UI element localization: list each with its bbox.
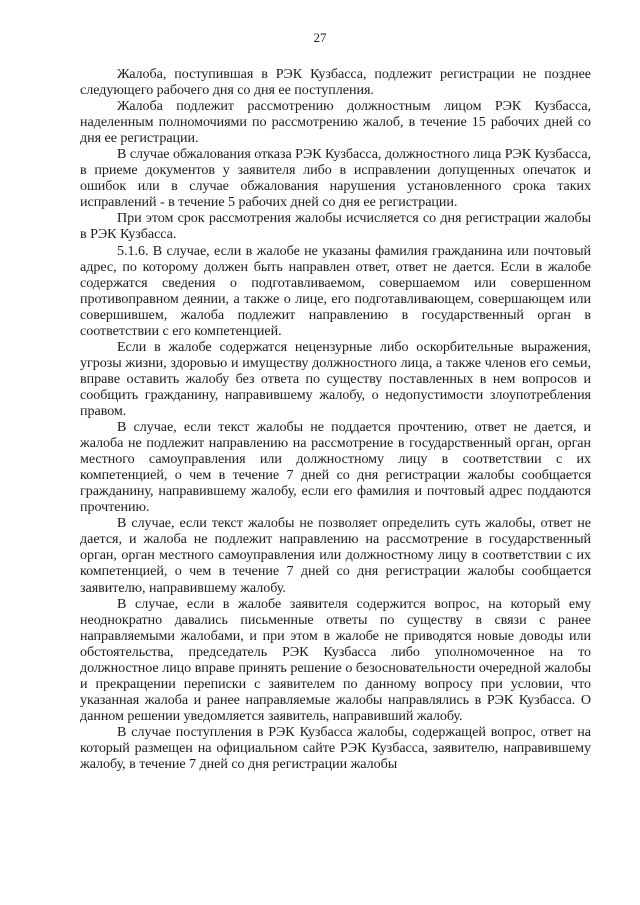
paragraph: При этом срок рассмотрения жалобы исчисляется со дня регистрации жалобы в РЭК Кузбасса.: [80, 210, 591, 243]
paragraph: В случае, если в жалобе заявителя содержится вопрос, на который ему неоднократно давались письменные ответы по существу в связи с ранее направляемыми жалобами, и при этом в жалобе не приводятся новые доводы или обстоятельства, председатель РЭК Кузбасса либо уполномоченное на то должностное лицо вправе принять решение о безосновательности очередной жалобы и прекращении переписки с заявителем по данному вопросу при условии, что указанная жалоба и ранее направляемые жалобы направлялись в РЭК Кузбасса. О данном решении уведомляется заявитель, направивший жалобу.: [80, 595, 591, 724]
page-number: 27: [313, 30, 327, 45]
paragraph: Если в жалобе содержатся нецензурные либо оскорбительные выражения, угрозы жизни, здоровью и имуществу должностного лица, а также членов его семьи, вправе оставить жалобу без ответа по существу поставленных в нем вопросов и сообщить гражданину, направившему жалобу, о недопустимости злоупотребления правом.: [80, 338, 591, 419]
paragraph: В случае поступления в РЭК Кузбасса жалобы, содержащей вопрос, ответ на который размещен на официальном сайте РЭК Кузбасса, заявителю, направившему жалобу, в течение 7 дней со дня регистрации жалобы: [80, 723, 591, 773]
paragraph: В случае, если текст жалобы не позволяет определить суть жалобы, ответ не дается, и жалоба не подлежит направлению на рассмотрение в государственный орган, орган местного самоуправления или должностному лицу в соответствии с их компетенцией, о чем в течение 7 дней со дня регистрации жалобы сообщается заявителю, направившему жалобу.: [80, 515, 591, 596]
paragraph: Жалоба подлежит рассмотрению должностным лицом РЭК Кузбасса, наделенным полномочиями по рассмотрению жалоб, в течение 15 рабочих дней со дня ее регистрации.: [80, 98, 591, 147]
paragraph: В случае обжалования отказа РЭК Кузбасса, должностного лица РЭК Кузбасса, в приеме документов у заявителя либо в исправлении допущенных опечаток и ошибок или в случае обжалования нарушения установленного срока таких исправлений - в течение 5 рабочих дней со дня ее регистрации.: [80, 146, 591, 211]
paragraph: В случае, если текст жалобы не поддается прочтению, ответ не дается, и жалоба не подлежит направлению на рассмотрение в государственный орган, орган местного самоуправления или должностному лицу в соответствии с их компетенцией, о чем в течение 7 дней со дня регистрации жалобы сообщается гражданину, направившему жалобу, если его фамилия и почтовый адрес поддаются прочтению.: [80, 419, 591, 516]
paragraph: Жалоба, поступившая в РЭК Кузбасса, подлежит регистрации не позднее следующего рабочего дня со дня ее поступления.: [80, 66, 591, 99]
paragraph: 5.1.6. В случае, если в жалобе не указаны фамилия гражданина или почтовый адрес, по которому должен быть направлен ответ, ответ не дается. Если в жалобе содержатся сведения о подготавливаемом, совершаемом или совершенном противоправном деянии, а также о лице, его подготавливающем, совершающем или совершившем, жалоба подлежит направлению в государственный орган в соответствии с его компетенцией.: [80, 242, 591, 339]
body-text: [80, 66, 591, 772]
